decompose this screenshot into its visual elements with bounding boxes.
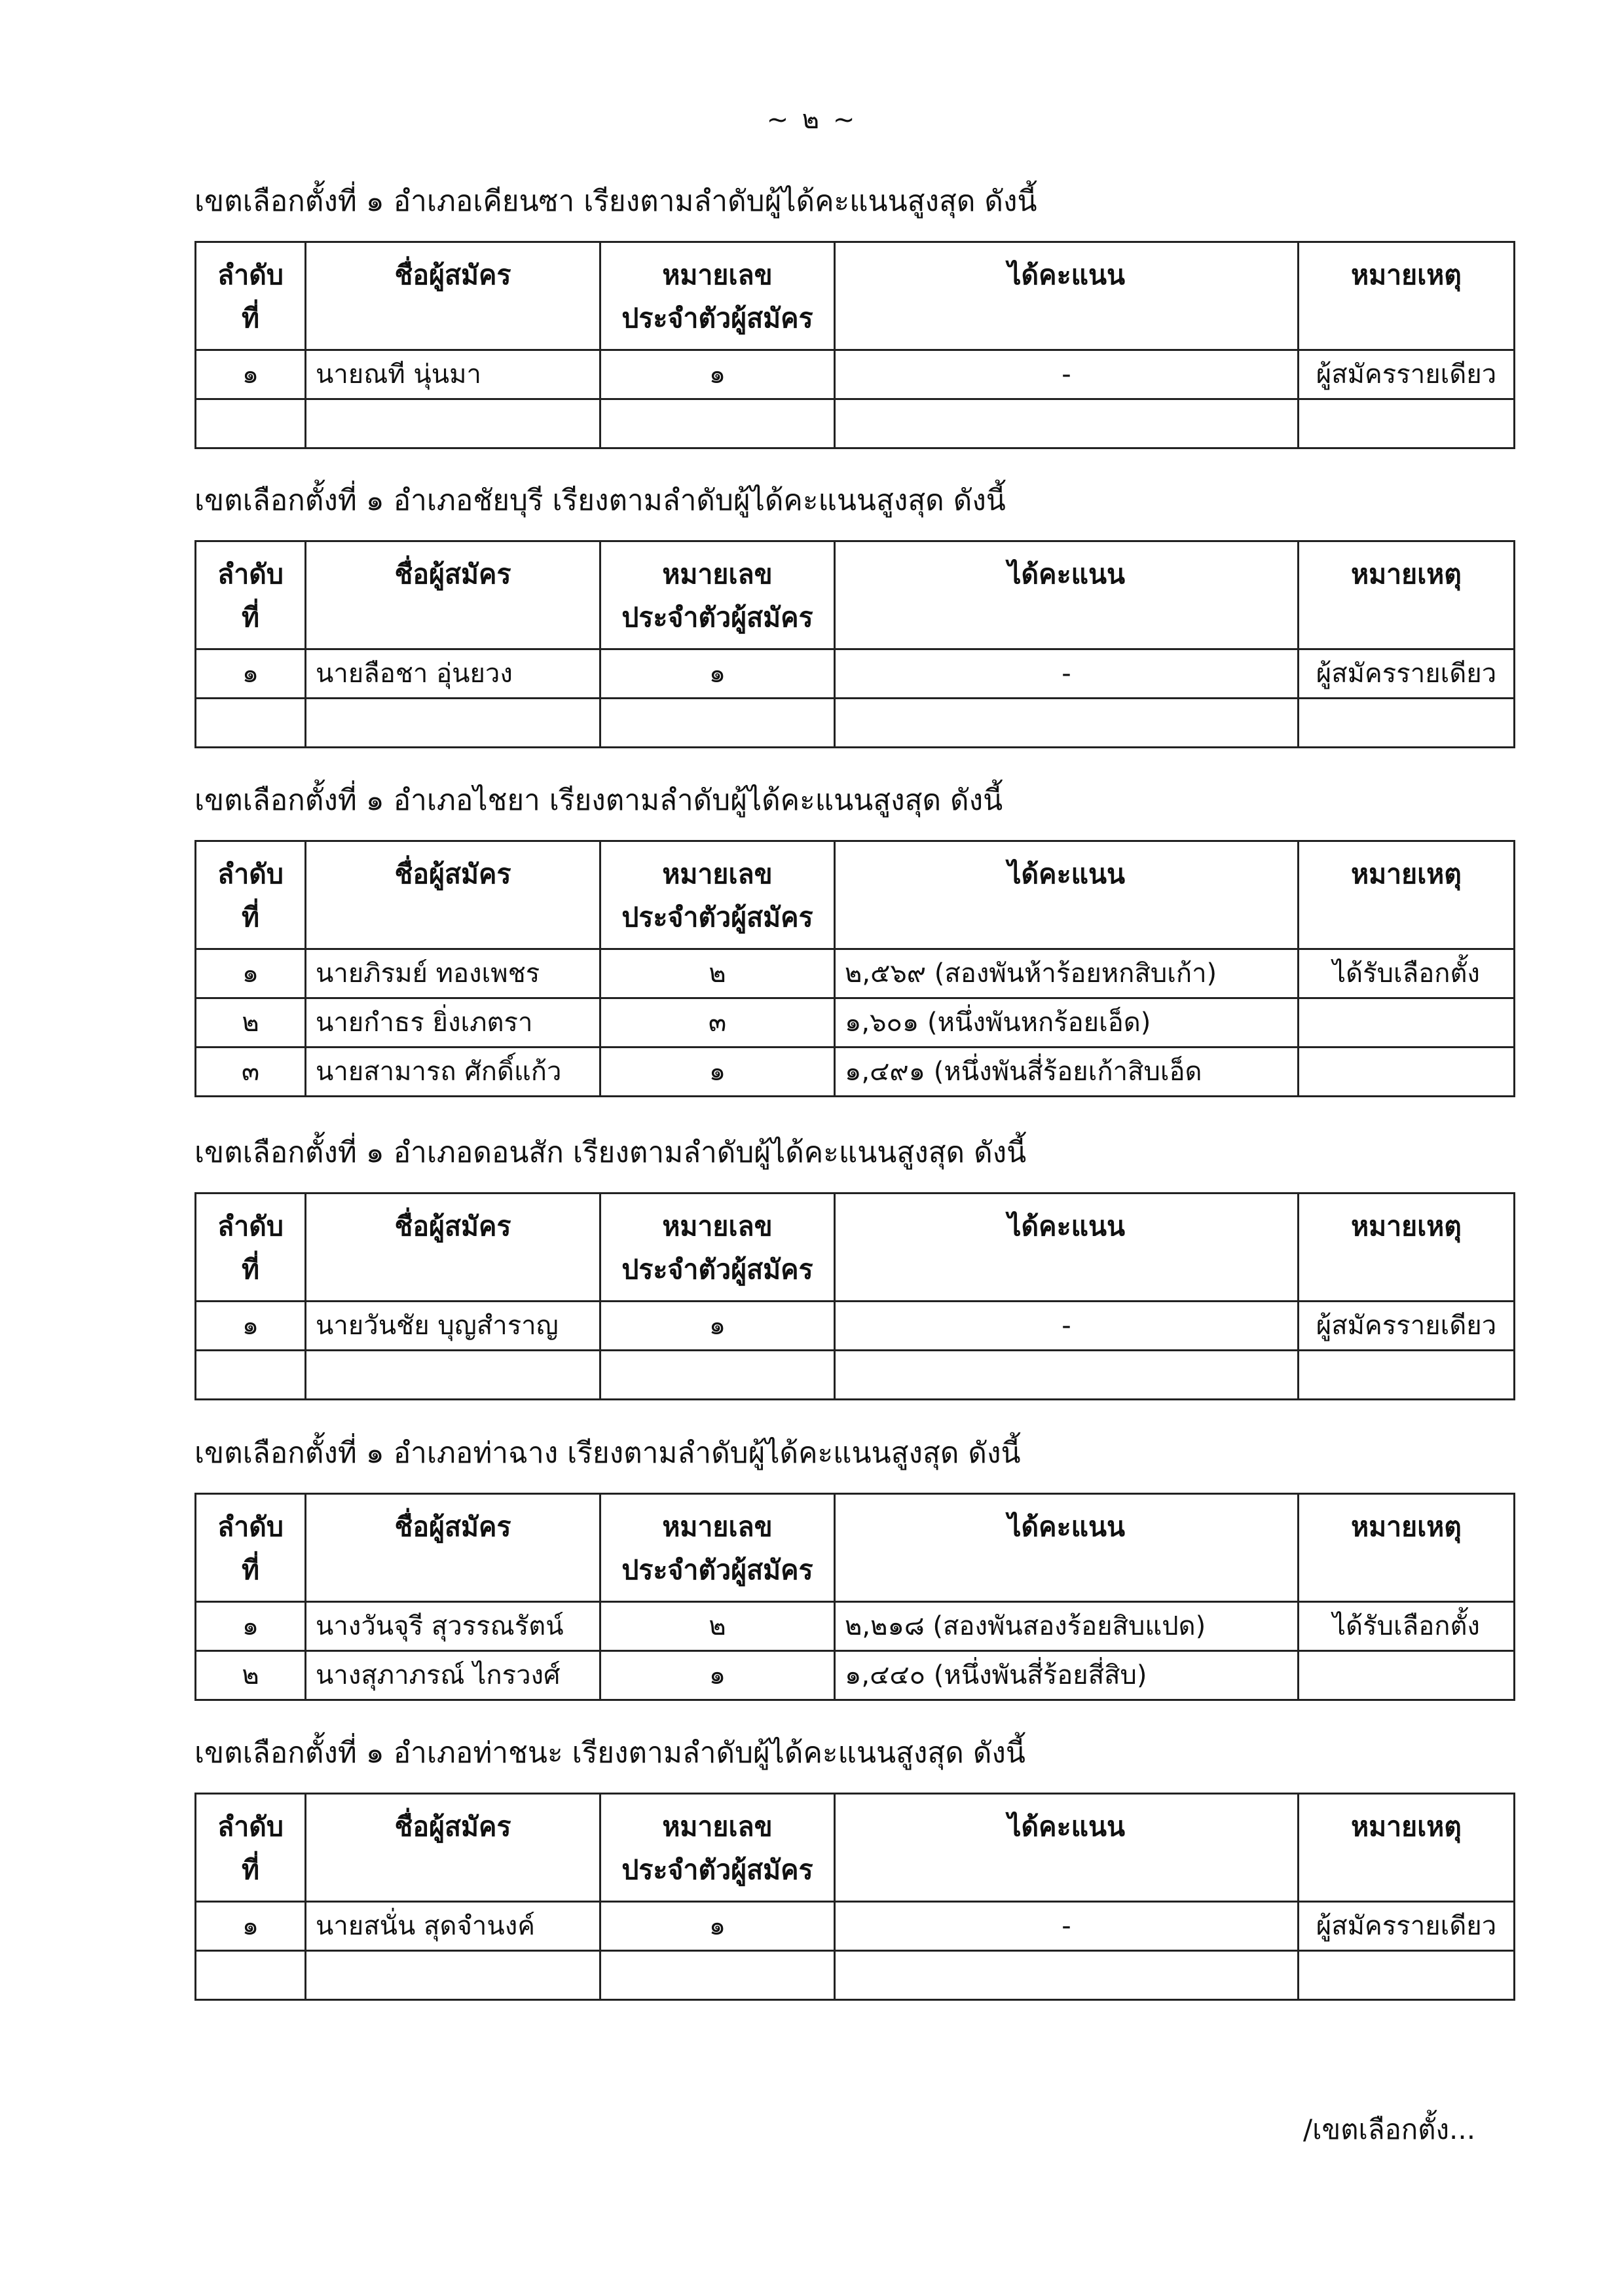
cell-note: ผู้สมัครรายเดียว bbox=[1299, 1302, 1515, 1351]
empty-cell bbox=[600, 1951, 835, 2000]
empty-cell bbox=[835, 1351, 1299, 1400]
section-heading: เขตเลือกตั้งที่ ๑ อำเภอชัยบุรี เรียงตามลำดับผู้ได้คะแนนสูงสุด ดังนี้ bbox=[194, 484, 1006, 517]
table-row bbox=[196, 350, 1515, 399]
header-candidate-number-text: หมายเลข bbox=[662, 1211, 773, 1242]
section-heading: เขตเลือกตั้งที่ ๑ อำเภอไชยา เรียงตามลำดับผู้ได้คะแนนสูงสุด ดังนี้ bbox=[194, 784, 1003, 817]
header-order-text: ลำดับ bbox=[217, 1511, 284, 1542]
cell-note: ผู้สมัครรายเดียว bbox=[1299, 649, 1515, 699]
header-candidate-name bbox=[306, 541, 600, 649]
header-row bbox=[196, 1494, 1515, 1602]
header-note-text: หมายเหตุ bbox=[1351, 1211, 1462, 1242]
header-score bbox=[835, 1494, 1299, 1602]
header-row bbox=[196, 1194, 1515, 1302]
header-order-text: ที่ bbox=[241, 302, 260, 334]
header-candidate-number bbox=[600, 1794, 835, 1902]
header-row bbox=[196, 541, 1515, 649]
header-note bbox=[1299, 1494, 1515, 1602]
header-candidate-number-text: หมายเลข bbox=[662, 1811, 773, 1842]
header-order bbox=[196, 841, 306, 949]
cell-candidate-number: ๑ bbox=[600, 649, 835, 699]
cell-order: ๑ bbox=[196, 949, 306, 998]
header-score bbox=[835, 841, 1299, 949]
header-order-text: ลำดับ bbox=[217, 259, 284, 291]
header-note bbox=[1299, 541, 1515, 649]
results-table bbox=[194, 1192, 1515, 1400]
header-order bbox=[196, 541, 306, 649]
header-candidate-number-text: หมายเลข bbox=[662, 558, 773, 590]
cell-order: ๑ bbox=[196, 1602, 306, 1651]
table-row bbox=[196, 998, 1515, 1048]
empty-row bbox=[196, 699, 1515, 748]
cell-candidate-name: นายกำธร ยิ่งเภตรา bbox=[306, 998, 600, 1048]
district-section bbox=[194, 781, 1513, 1097]
cell-score: - bbox=[835, 1302, 1299, 1351]
header-note-text: หมายเหตุ bbox=[1351, 558, 1462, 590]
cell-order: ๓ bbox=[196, 1048, 306, 1097]
header-candidate-name-text: ชื่อผู้สมัคร bbox=[394, 1211, 511, 1242]
cell-candidate-number: ๑ bbox=[600, 350, 835, 399]
cell-candidate-name: นางสุภาภรณ์ ไกรวงศ์ bbox=[306, 1651, 600, 1700]
empty-cell bbox=[196, 699, 306, 748]
empty-cell bbox=[600, 1351, 835, 1400]
cell-order: ๑ bbox=[196, 1902, 306, 1951]
empty-cell bbox=[1299, 399, 1515, 448]
empty-cell bbox=[600, 399, 835, 448]
empty-row bbox=[196, 1951, 1515, 2000]
cell-order: ๒ bbox=[196, 998, 306, 1048]
header-score bbox=[835, 1794, 1299, 1902]
header-note-text: หมายเหตุ bbox=[1351, 858, 1462, 890]
header-candidate-name-text: ชื่อผู้สมัคร bbox=[394, 858, 511, 890]
district-section bbox=[194, 1434, 1513, 1701]
header-candidate-number bbox=[600, 242, 835, 350]
header-score bbox=[835, 1194, 1299, 1302]
header-candidate-number-text: หมายเลข bbox=[662, 259, 773, 291]
empty-cell bbox=[1299, 1951, 1515, 2000]
results-table bbox=[194, 840, 1515, 1097]
header-order bbox=[196, 1194, 306, 1302]
empty-cell bbox=[306, 1951, 600, 2000]
header-candidate-number-text: ประจำตัวผู้สมัคร bbox=[621, 1854, 813, 1886]
empty-cell bbox=[306, 1351, 600, 1400]
empty-cell bbox=[306, 699, 600, 748]
cell-note bbox=[1299, 998, 1515, 1048]
cell-candidate-name: นายณที นุ่นมา bbox=[306, 350, 600, 399]
table-row bbox=[196, 1302, 1515, 1351]
cell-note: ได้รับเลือกตั้ง bbox=[1299, 1602, 1515, 1651]
header-candidate-name bbox=[306, 242, 600, 350]
empty-cell bbox=[306, 399, 600, 448]
header-note-text: หมายเหตุ bbox=[1351, 1511, 1462, 1542]
header-score-text: ได้คะแนน bbox=[1007, 259, 1126, 291]
cell-candidate-number: ๒ bbox=[600, 949, 835, 998]
cell-score: ๑,๔๔๐ (หนึ่งพันสี่ร้อยสี่สิบ) bbox=[835, 1651, 1299, 1700]
header-candidate-number bbox=[600, 1194, 835, 1302]
cell-note: ได้รับเลือกตั้ง bbox=[1299, 949, 1515, 998]
cell-order: ๑ bbox=[196, 649, 306, 699]
header-order-text: ที่ bbox=[241, 1854, 260, 1886]
header-candidate-number-text: ประจำตัวผู้สมัคร bbox=[621, 902, 813, 933]
header-candidate-number bbox=[600, 1494, 835, 1602]
cell-candidate-name: นายสนั่น สุดจำนงค์ bbox=[306, 1902, 600, 1951]
empty-cell bbox=[600, 699, 835, 748]
table-row bbox=[196, 649, 1515, 699]
header-order-text: ลำดับ bbox=[217, 858, 284, 890]
header-score bbox=[835, 541, 1299, 649]
cell-score: - bbox=[835, 350, 1299, 399]
header-candidate-number-text: ประจำตัวผู้สมัคร bbox=[621, 1254, 813, 1285]
cell-candidate-name: นายลือชา อุ่นยวง bbox=[306, 649, 600, 699]
table-row bbox=[196, 1902, 1515, 1951]
cell-score: ๒,๒๑๘ (สองพันสองร้อยสิบแปด) bbox=[835, 1602, 1299, 1651]
cell-candidate-number: ๑ bbox=[600, 1302, 835, 1351]
district-section bbox=[194, 1133, 1513, 1400]
cell-order: ๑ bbox=[196, 350, 306, 399]
header-score-text: ได้คะแนน bbox=[1007, 1511, 1126, 1542]
header-candidate-number bbox=[600, 841, 835, 949]
header-row bbox=[196, 242, 1515, 350]
page-number: ~ ๒ ~ bbox=[766, 105, 858, 135]
table-row bbox=[196, 949, 1515, 998]
header-order bbox=[196, 1494, 306, 1602]
header-candidate-name bbox=[306, 1794, 600, 1902]
table-row bbox=[196, 1602, 1515, 1651]
section-heading: เขตเลือกตั้งที่ ๑ อำเภอท่าชนะ เรียงตามลำดับผู้ได้คะแนนสูงสุด ดังนี้ bbox=[194, 1736, 1025, 1770]
empty-row bbox=[196, 1351, 1515, 1400]
empty-cell bbox=[835, 399, 1299, 448]
table-row bbox=[196, 1048, 1515, 1097]
header-candidate-number-text: ประจำตัวผู้สมัคร bbox=[621, 602, 813, 633]
cell-score: - bbox=[835, 1902, 1299, 1951]
header-candidate-number-text: ประจำตัวผู้สมัคร bbox=[621, 302, 813, 334]
empty-cell bbox=[1299, 699, 1515, 748]
district-section bbox=[194, 182, 1513, 449]
cell-candidate-number: ๑ bbox=[600, 1651, 835, 1700]
cell-note: ผู้สมัครรายเดียว bbox=[1299, 350, 1515, 399]
header-candidate-number-text: ประจำตัวผู้สมัคร bbox=[621, 1554, 813, 1586]
header-note-text: หมายเหตุ bbox=[1351, 259, 1462, 291]
header-order bbox=[196, 242, 306, 350]
cell-candidate-number: ๒ bbox=[600, 1602, 835, 1651]
district-section bbox=[194, 1734, 1513, 2001]
header-order-text: ลำดับ bbox=[217, 1811, 284, 1842]
header-order-text: ที่ bbox=[241, 1254, 260, 1285]
cell-score: ๒,๕๖๙ (สองพันห้าร้อยหกสิบเก้า) bbox=[835, 949, 1299, 998]
empty-cell bbox=[835, 699, 1299, 748]
cell-candidate-name: นางวันจุรี สุวรรณรัตน์ bbox=[306, 1602, 600, 1651]
empty-row bbox=[196, 399, 1515, 448]
empty-cell bbox=[196, 1951, 306, 2000]
header-order-text: ลำดับ bbox=[217, 558, 284, 590]
header-score bbox=[835, 242, 1299, 350]
header-order bbox=[196, 1794, 306, 1902]
header-candidate-name bbox=[306, 1194, 600, 1302]
header-candidate-number-text: หมายเลข bbox=[662, 858, 773, 890]
header-candidate-number-text: หมายเลข bbox=[662, 1511, 773, 1542]
header-candidate-name bbox=[306, 841, 600, 949]
cell-note: ผู้สมัครรายเดียว bbox=[1299, 1902, 1515, 1951]
cell-note bbox=[1299, 1048, 1515, 1097]
header-note bbox=[1299, 1794, 1515, 1902]
cell-score: - bbox=[835, 649, 1299, 699]
header-score-text: ได้คะแนน bbox=[1007, 858, 1126, 890]
header-row bbox=[196, 841, 1515, 949]
cell-candidate-number: ๓ bbox=[600, 998, 835, 1048]
header-candidate-name-text: ชื่อผู้สมัคร bbox=[394, 1511, 511, 1542]
cell-candidate-number: ๑ bbox=[600, 1048, 835, 1097]
cell-score: ๑,๔๙๑ (หนึ่งพันสี่ร้อยเก้าสิบเอ็ด bbox=[835, 1048, 1299, 1097]
header-candidate-name-text: ชื่อผู้สมัคร bbox=[394, 558, 511, 590]
cell-candidate-name: นายวันชัย บุญสำราญ bbox=[306, 1302, 600, 1351]
header-note bbox=[1299, 242, 1515, 350]
cell-score: ๑,๖๐๑ (หนึ่งพันหกร้อยเอ็ด) bbox=[835, 998, 1299, 1048]
header-order-text: ที่ bbox=[241, 1554, 260, 1586]
district-section bbox=[194, 481, 1513, 748]
header-score-text: ได้คะแนน bbox=[1007, 1211, 1126, 1242]
empty-cell bbox=[196, 1351, 306, 1400]
results-table bbox=[194, 1493, 1515, 1701]
header-order-text: ที่ bbox=[241, 602, 260, 633]
header-candidate-number bbox=[600, 541, 835, 649]
continuation-note: /เขตเลือกตั้ง... bbox=[1303, 2113, 1476, 2145]
cell-order: ๒ bbox=[196, 1651, 306, 1700]
empty-cell bbox=[1299, 1351, 1515, 1400]
cell-order: ๑ bbox=[196, 1302, 306, 1351]
cell-candidate-name: นายสามารถ ศักดิ์แก้ว bbox=[306, 1048, 600, 1097]
results-table bbox=[194, 241, 1515, 449]
header-candidate-name bbox=[306, 1494, 600, 1602]
header-candidate-name-text: ชื่อผู้สมัคร bbox=[394, 1811, 511, 1842]
header-score-text: ได้คะแนน bbox=[1007, 1811, 1126, 1842]
table-row bbox=[196, 1651, 1515, 1700]
results-table bbox=[194, 1793, 1515, 2001]
empty-cell bbox=[196, 399, 306, 448]
cell-candidate-number: ๑ bbox=[600, 1902, 835, 1951]
empty-cell bbox=[835, 1951, 1299, 2000]
section-heading: เขตเลือกตั้งที่ ๑ อำเภอดอนสัก เรียงตามลำดับผู้ได้คะแนนสูงสุด ดังนี้ bbox=[194, 1136, 1027, 1169]
section-heading: เขตเลือกตั้งที่ ๑ อำเภอท่าฉาง เรียงตามลำดับผู้ได้คะแนนสูงสุด ดังนี้ bbox=[194, 1436, 1021, 1470]
header-note-text: หมายเหตุ bbox=[1351, 1811, 1462, 1842]
header-note bbox=[1299, 1194, 1515, 1302]
cell-note bbox=[1299, 1651, 1515, 1700]
header-row bbox=[196, 1794, 1515, 1902]
header-order-text: ลำดับ bbox=[217, 1211, 284, 1242]
section-heading: เขตเลือกตั้งที่ ๑ อำเภอเคียนซา เรียงตามลำดับผู้ได้คะแนนสูงสุด ดังนี้ bbox=[194, 185, 1037, 218]
cell-candidate-name: นายภิรมย์ ทองเพชร bbox=[306, 949, 600, 998]
header-score-text: ได้คะแนน bbox=[1007, 558, 1126, 590]
header-candidate-name-text: ชื่อผู้สมัคร bbox=[394, 259, 511, 291]
header-note bbox=[1299, 841, 1515, 949]
results-table bbox=[194, 540, 1515, 748]
header-order-text: ที่ bbox=[241, 902, 260, 933]
